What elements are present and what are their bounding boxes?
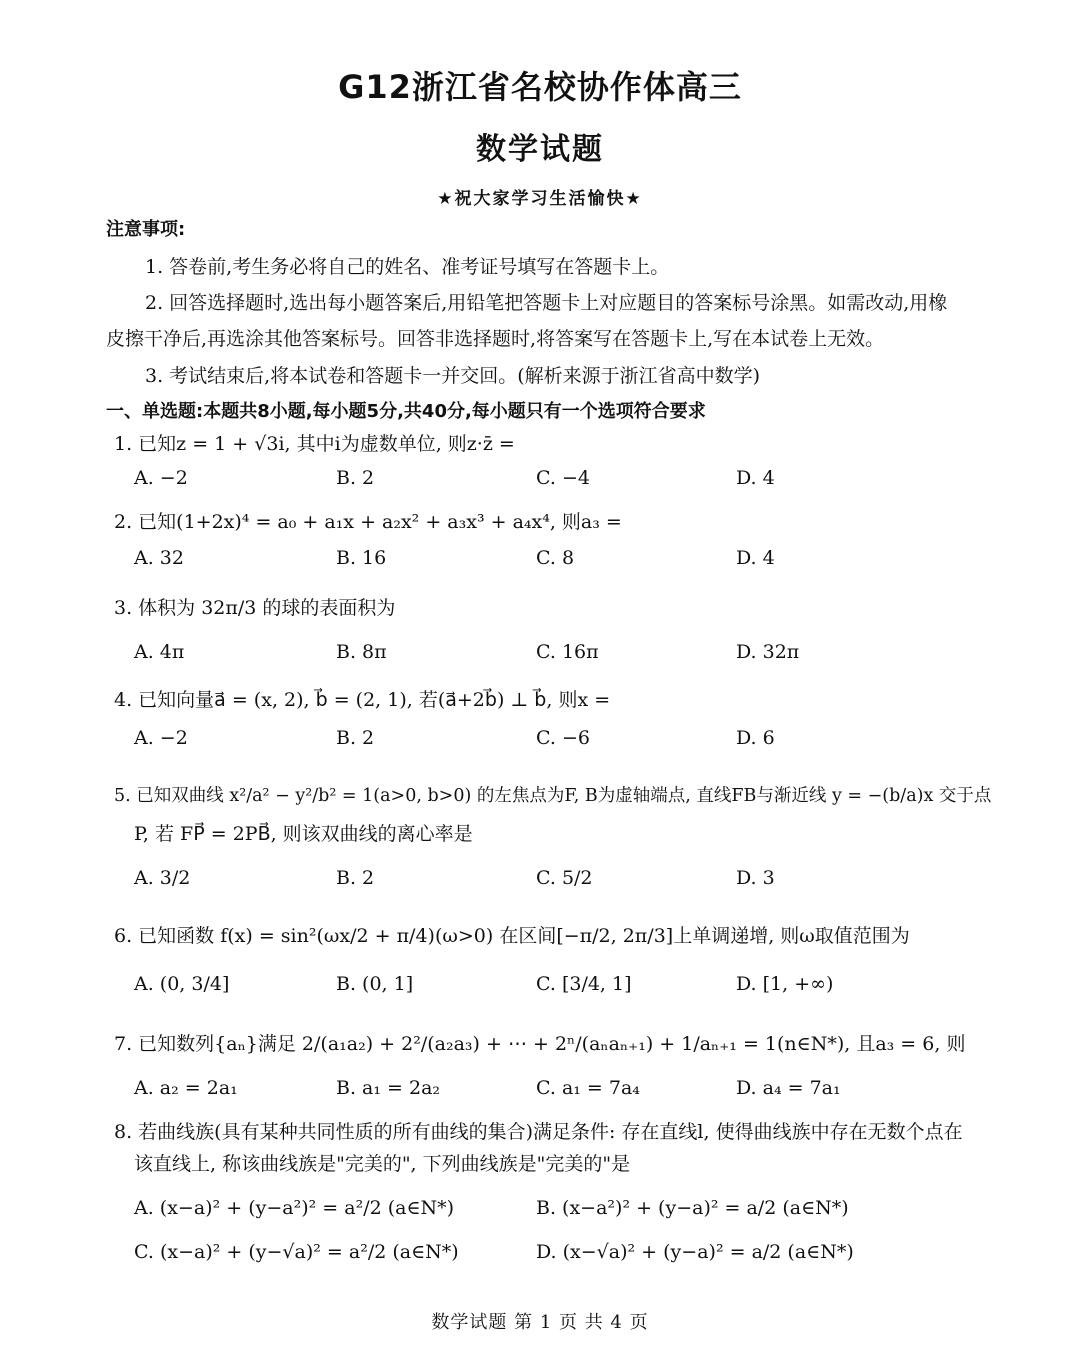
question-5-option-d: D. 3 [736,867,775,889]
question-6-option-b: B. (0, 1] [336,973,414,995]
section-heading: 一、单选题:本题共8小题,每小题5分,共40分,每小题只有一个选项符合要求 [106,401,706,422]
question-3-option-d: D. 32π [736,641,800,663]
exam-motto: ★祝大家学习生活愉快★ [437,189,643,209]
question-4-option-a: A. −2 [134,727,188,749]
question-6-option-d: D. [1, +∞) [736,973,834,995]
question-5-option-b: B. 2 [336,867,375,889]
question-1-option-a: A. −2 [134,467,188,489]
question-8-stem-line-2: 该直线上, 称该曲线族是"完美的", 下列曲线族是"完美的"是 [134,1153,631,1175]
question-7-option-a: A. a₂ = 2a₁ [134,1077,238,1099]
question-7-option-c: C. a₁ = 7a₄ [536,1077,640,1099]
note-item-3: 3. 考试结束后,将本试卷和答题卡一并交回。(解析来源于浙江省高中数学) [145,365,761,387]
exam-subtitle: 数学试题 [476,132,604,167]
question-6-stem: 6. 已知函数 f(x) = sin²(ωx/2 + π/4)(ω>0) 在区间[−π/2, 2π/3]上单调递增, 则ω取值范围为 [114,925,910,947]
question-8-stem-line-1: 8. 若曲线族(具有某种共同性质的所有曲线的集合)满足条件: 存在直线l, 使得曲线族中存在无数个点在 [114,1121,963,1143]
question-8-option-b: B. (x−a²)² + (y−a)² = a/2 (a∈N*) [536,1197,849,1219]
question-2-option-a: A. 32 [134,547,184,569]
question-5-stem-line-1: 5. 已知双曲线 x²/a² − y²/b² = 1(a>0, b>0) 的左焦点为F, B为虚轴端点, 直线FB与渐近线 y = −(b/a)x 交于点 [114,786,992,806]
question-2-option-b: B. 16 [336,547,387,569]
question-7-stem: 7. 已知数列{aₙ}满足 2/(a₁a₂) + 2²/(a₂a₃) + ⋯ + 2ⁿ/(aₙaₙ₊₁) + 1/aₙ₊₁ = 1(n∈N*), 且a₃ = 6, 则 [114,1033,966,1055]
question-4-option-d: D. 6 [736,727,775,749]
question-2-option-c: C. 8 [536,547,575,569]
exam-title: G12浙江省名校协作体高三 [338,68,742,106]
notes-heading: 注意事项: [106,219,186,240]
question-3-option-c: C. 16π [536,641,599,663]
question-4-stem: 4. 已知向量a⃗ = (x, 2), b⃗ = (2, 1), 若(a⃗+2b⃗) ⊥ b⃗, 则x = [114,689,611,711]
question-5-stem-line-2: P, 若 FP⃗ = 2PB⃗, 则该双曲线的离心率是 [134,823,473,845]
question-4-option-c: C. −6 [536,727,590,749]
note-item-1: 1. 答卷前,考生务必将自己的姓名、准考证号填写在答题卡上。 [145,256,670,278]
question-8-option-d: D. (x−√a)² + (y−a)² = a/2 (a∈N*) [536,1241,854,1263]
question-1-stem: 1. 已知z = 1 + √3i, 其中i为虚数单位, 则z·z̄ = [114,433,515,455]
question-6-option-c: C. [3/4, 1] [536,973,632,995]
page-footer: 数学试题 第 1 页 共 4 页 [431,1312,649,1333]
question-8-option-c: C. (x−a)² + (y−√a)² = a²/2 (a∈N*) [134,1241,459,1263]
question-7-option-b: B. a₁ = 2a₂ [336,1077,441,1099]
question-8-option-a: A. (x−a)² + (y−a²)² = a²/2 (a∈N*) [134,1197,455,1219]
note-item-2-line-2: 皮擦干净后,再选涂其他答案标号。回答非选择题时,将答案写在答题卡上,写在本试卷上无效。 [106,328,885,350]
question-7-option-d: D. a₄ = 7a₁ [736,1077,841,1099]
question-6-option-a: A. (0, 3/4] [134,973,230,995]
question-2-stem: 2. 已知(1+2x)⁴ = a₀ + a₁x + a₂x² + a₃x³ + a₄x⁴, 则a₃ = [114,511,622,533]
question-4-option-b: B. 2 [336,727,375,749]
question-1-option-c: C. −4 [536,467,590,489]
question-2-option-d: D. 4 [736,547,775,569]
question-3-stem: 3. 体积为 32π/3 的球的表面积为 [114,597,396,619]
question-5-option-c: C. 5/2 [536,867,593,889]
question-1-option-d: D. 4 [736,467,775,489]
question-3-option-a: A. 4π [134,641,185,663]
question-1-option-b: B. 2 [336,467,375,489]
question-5-option-a: A. 3/2 [134,867,191,889]
note-item-2-line-1: 2. 回答选择题时,选出每小题答案后,用铅笔把答题卡上对应题目的答案标号涂黑。如需改动,用橡 [145,292,948,314]
question-3-option-b: B. 8π [336,641,387,663]
